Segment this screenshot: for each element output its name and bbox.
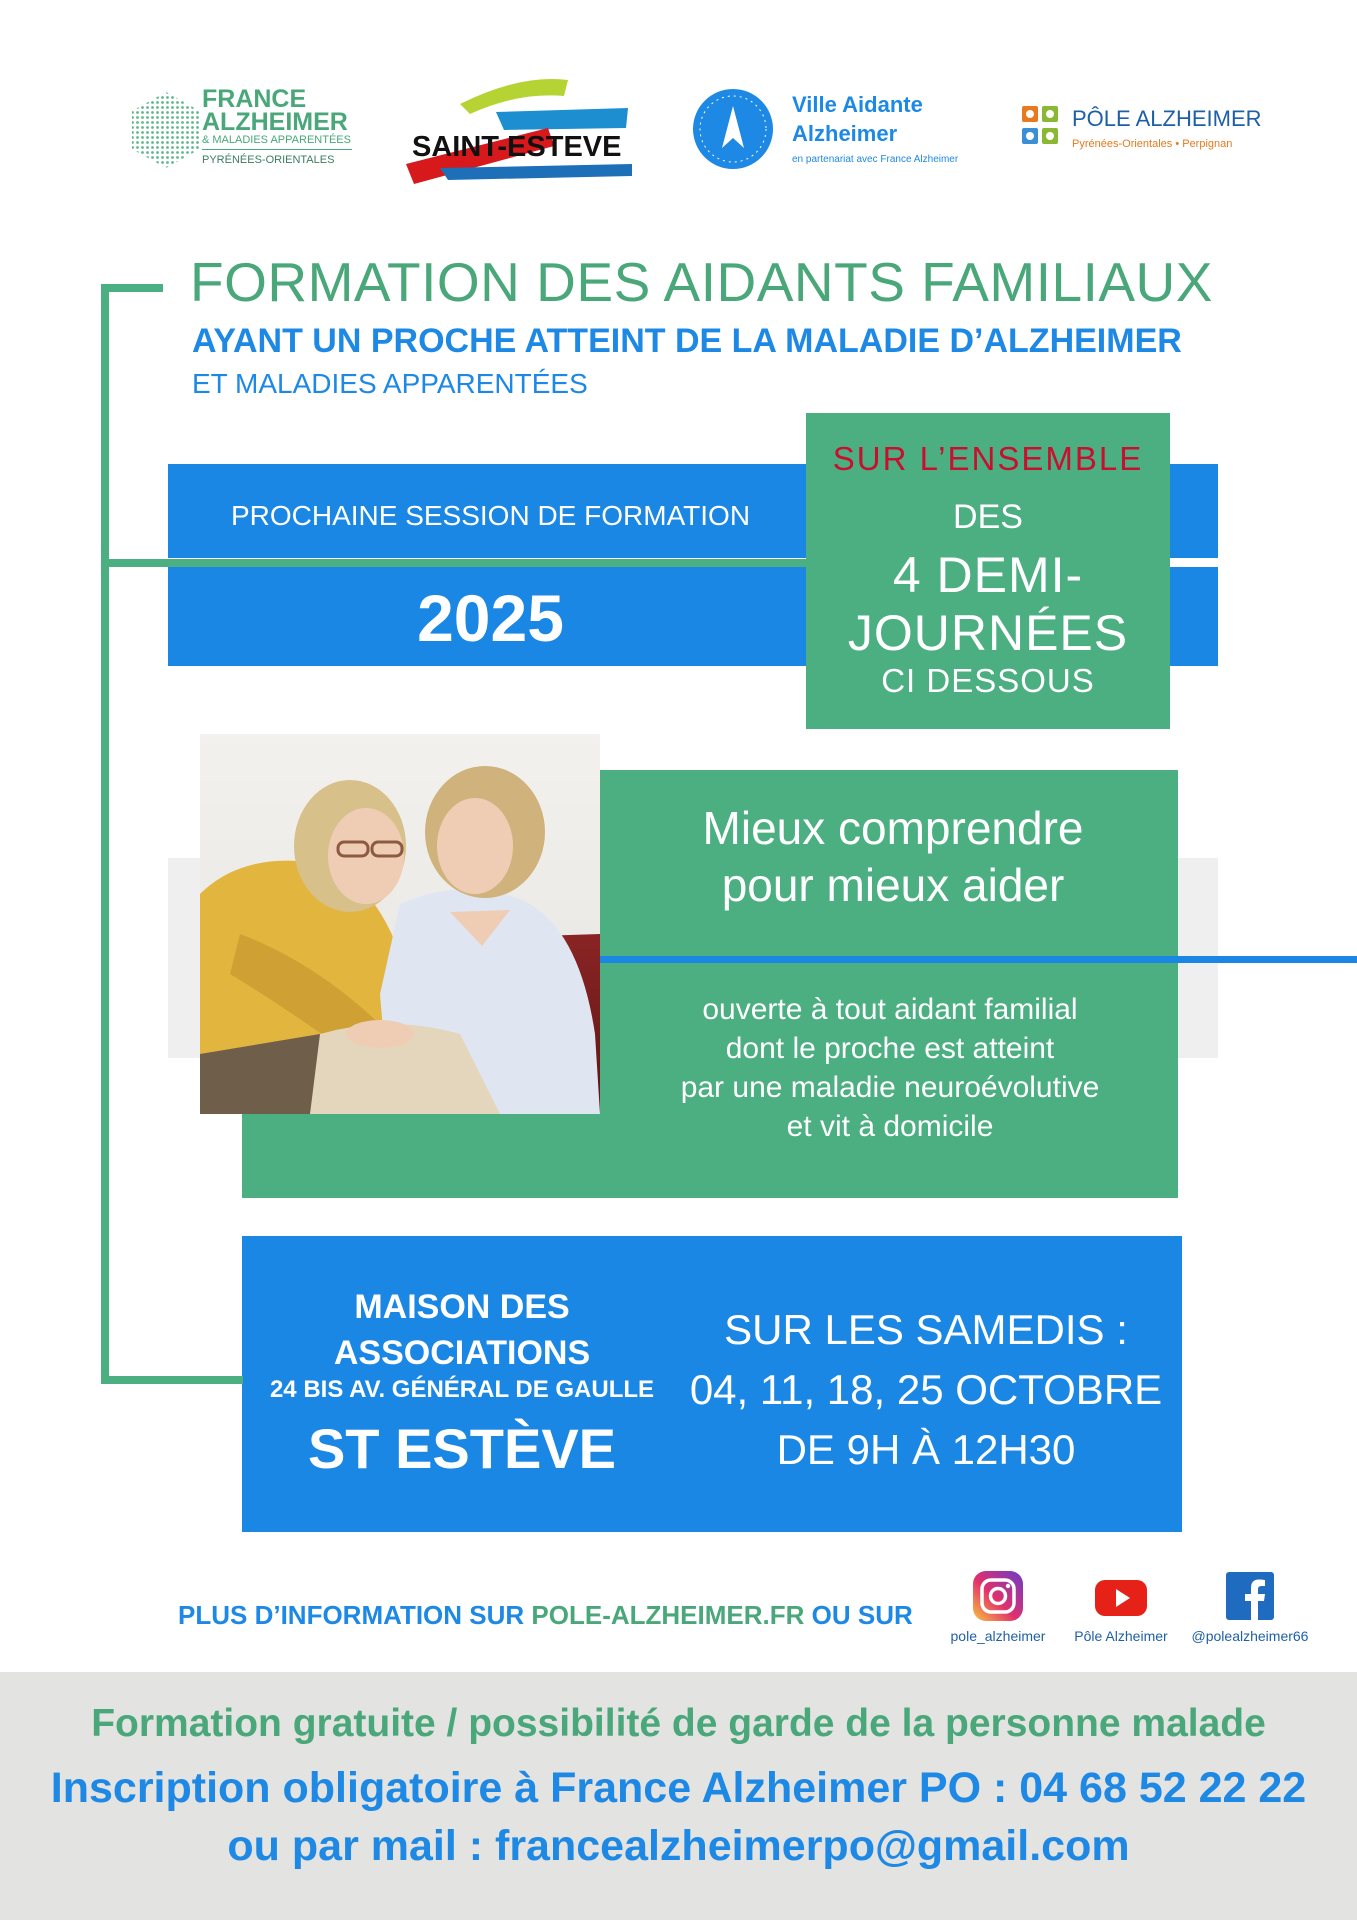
- svg-text:SAINT-ESTEVE: SAINT-ESTEVE: [412, 131, 622, 163]
- more-info-line: PLUS D’INFORMATION SUR POLE-ALZHEIMER.FR OU SUR: [178, 1600, 913, 1630]
- dates-hours: DE 9H À 12H30: [776, 1426, 1076, 1473]
- youtube-icon: [1095, 1570, 1147, 1622]
- half-days-below: CI DESSOUS: [881, 662, 1095, 699]
- facebook-icon: [1224, 1570, 1276, 1622]
- ville-aidante-subtitle: en partenariat avec France Alzheimer: [792, 154, 959, 165]
- saint-esteve-logo: [400, 72, 640, 187]
- footer-free-training: Formation gratuite / possibilité de garde de la personne malade: [91, 1702, 1266, 1745]
- ville-aidante-compass-icon: [692, 88, 774, 170]
- page-subtitle-secondary: ET MALADIES APPARENTÉES: [192, 368, 588, 399]
- purpose-heading: Mieux comprendre pour mieux aider: [702, 802, 1084, 911]
- bracket-middle-line: [101, 559, 811, 567]
- page-title: FORMATION DES AIDANTS FAMILIAUX: [190, 251, 1213, 313]
- half-days-red-line: SUR L’ENSEMBLE: [832, 440, 1144, 477]
- youtube-label: Pôle Alzheimer: [1074, 1628, 1168, 1644]
- pole-alzheimer-logo-title: PÔLE ALZHEIMER: [1072, 106, 1262, 131]
- social-instagram[interactable]: [933, 1570, 1063, 1644]
- pole-alzheimer-logo-mark: [1022, 106, 1058, 154]
- instagram-label: pole_alzheimer: [950, 1628, 1046, 1644]
- session-year: 2025: [417, 581, 564, 655]
- footer-registration-phone: Inscription obligatoire à France Alzheimer PO : 04 68 52 22 22: [50, 1764, 1307, 1812]
- social-facebook[interactable]: [1185, 1570, 1315, 1644]
- page-subtitle: AYANT UN PROCHE ATTEINT DE LA MALADIE D’ALZHEIMER: [192, 322, 1182, 360]
- purpose-description: ouverte à tout aidant familial dont le proche est atteint par une maladie neuroévolutive et vit à domicile: [680, 993, 1100, 1143]
- facebook-label: @polealzheimer66: [1191, 1628, 1309, 1644]
- dates-list: 04, 11, 18, 25 OCTOBRE: [689, 1366, 1163, 1413]
- france-alzheimer-logo-subtitle: & MALADIES APPARENTÉES: [202, 134, 351, 146]
- bracket-top-line: [101, 284, 163, 292]
- footer-registration-email: ou par mail : francealzheimerpo@gmail.com: [227, 1822, 1130, 1870]
- venue-address: 24 BIS AV. GÉNÉRAL DE GAULLE: [269, 1376, 655, 1403]
- venue-city: ST ESTÈVE: [307, 1417, 617, 1480]
- france-alzheimer-logo-mark: [130, 90, 202, 170]
- two-women-photo: [200, 734, 600, 1114]
- france-alzheimer-logo-name: FRANCE ALZHEIMER: [202, 85, 348, 136]
- social-youtube[interactable]: [1056, 1570, 1186, 1644]
- session-label: PROCHAINE SESSION DE FORMATION: [230, 500, 751, 531]
- bracket-bottom-line: [101, 1376, 243, 1384]
- france-alzheimer-logo-region: PYRÉNÉES-ORIENTALES: [202, 154, 335, 166]
- instagram-icon: [972, 1570, 1024, 1622]
- bracket-vertical-line: [101, 284, 109, 1384]
- venue-name: MAISON DES ASSOCIATIONS: [333, 1288, 591, 1372]
- half-days-count: 4 DEMI- JOURNÉES: [847, 547, 1129, 661]
- ville-aidante-title: Ville Aidante Alzheimer: [792, 92, 923, 146]
- website-link[interactable]: POLE-ALZHEIMER.FR: [531, 1600, 805, 1630]
- blue-divider-line: [600, 956, 1357, 963]
- half-days-des: DES: [953, 498, 1023, 536]
- france-alzheimer-logo-divider: [202, 149, 352, 150]
- pole-alzheimer-logo-subtitle: Pyrénées-Orientales • Perpignan: [1072, 138, 1233, 150]
- dates-heading: SUR LES SAMEDIS :: [724, 1306, 1128, 1353]
